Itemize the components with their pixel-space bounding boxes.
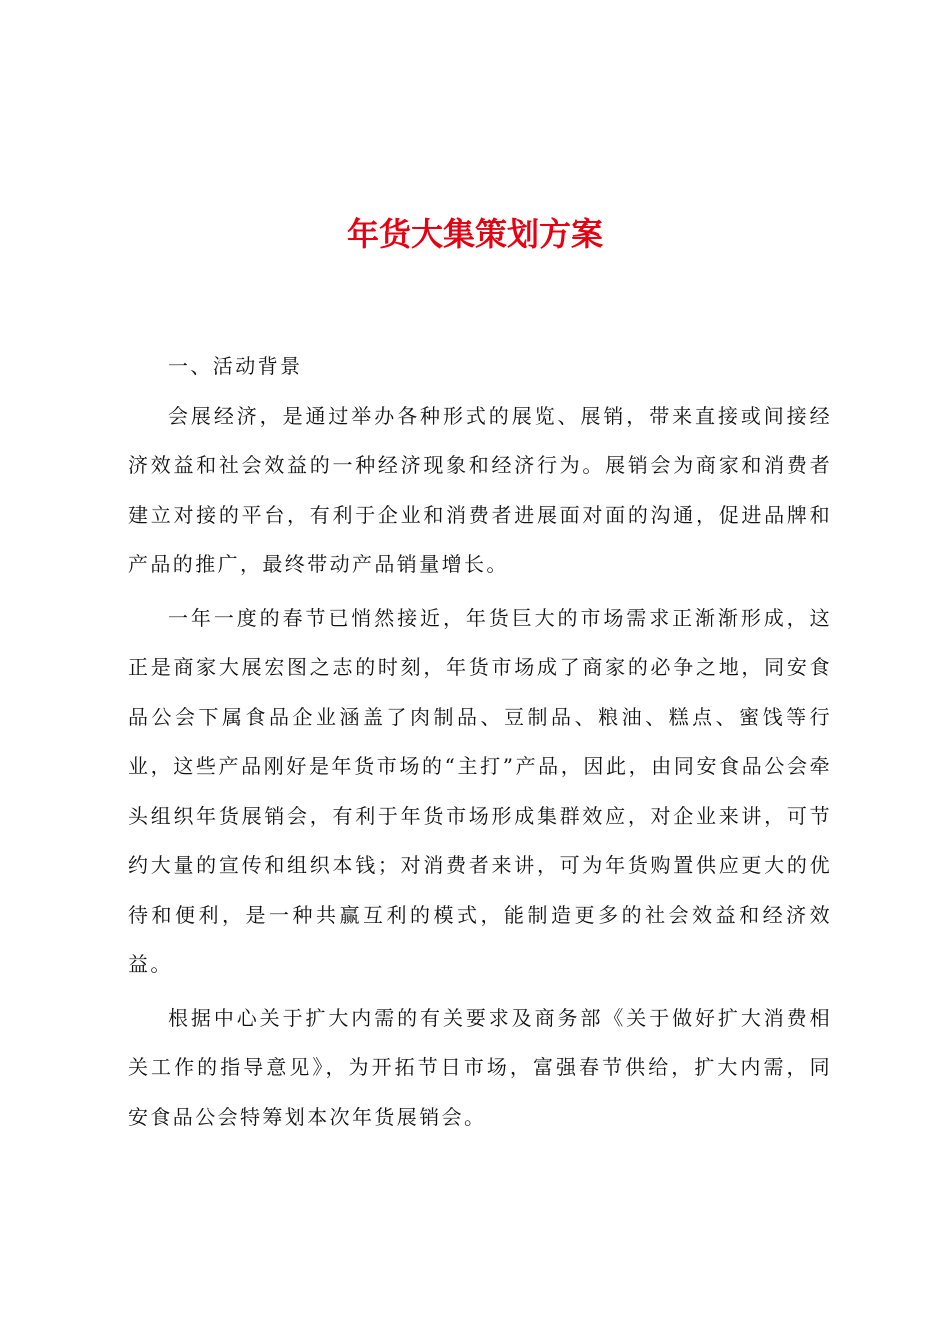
body-paragraph: 会展经济，是通过举办各种形式的展览、展销，带来直接或间接经济效益和社会效益的一种经济现象和经济行为。展销会为商家和消费者建立对接的平台，有利于企业和消费者进展面对面的沟通，促进品牌和产品的推广，最终带动产品销量增长。: [128, 403, 832, 576]
body-paragraph: 一年一度的春节已悄然接近，年货巨大的市场需求正渐渐形成，这正是商家大展宏图之志的时刻，年货市场成了商家的必争之地，同安食品公会下属食品企业涵盖了肉制品、豆制品、粮油、糕点、蜜饯等行业，这些产品刚好是年货市场的“主打”产品，因此，由同安食品公会牵头组织年货展销会，有利于年货市场形成集群效应，对企业来讲，可节约大量的宣传和组织本钱；对消费者来讲，可为年货购置供应更大的优待和便利，是一种共赢互利的模式，能制造更多的社会效益和经济效益。: [128, 605, 832, 976]
body-paragraph: 根据中心关于扩大内需的有关要求及商务部《关于做好扩大消费相关工作的指导意见》，为开拓节日市场，富强春节供给，扩大内需，同安食品公会特筹划本次年货展销会。: [128, 1005, 832, 1129]
section-heading: 一、活动背景: [168, 354, 303, 378]
document-body: [128, 342, 832, 1142]
document-title: 年货大集策划方案: [346, 215, 603, 253]
